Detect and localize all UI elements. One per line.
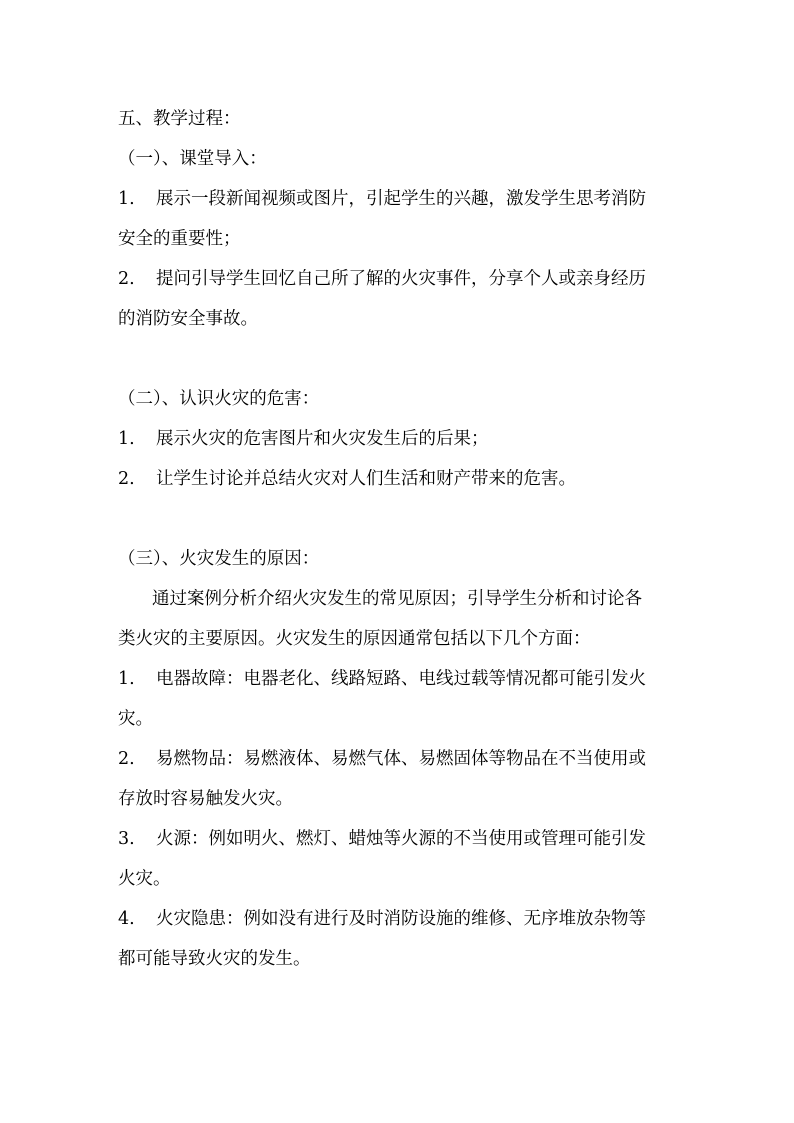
- section-1-item-1-cont: 安全的重要性；: [118, 229, 241, 249]
- section-1-item-2-cont: 的消防安全事故。: [118, 309, 258, 329]
- section-3-item-4-cont: 都可能导致火灾的发生。: [118, 949, 311, 969]
- item-text: 展示一段新闻视频或图片，引起学生的兴趣，激发学生思考消防: [156, 189, 646, 209]
- section-1-title: （一）、课堂导入：: [118, 149, 267, 169]
- item-number: 2.: [118, 749, 135, 769]
- item-number: 2.: [118, 269, 135, 289]
- section-2-item-2: [118, 462, 688, 496]
- section-3-item-3: [118, 822, 688, 856]
- item-text: 让学生讨论并总结火灾对人们生活和财产带来的危害。: [156, 469, 576, 489]
- section-1-item-1: [118, 182, 688, 216]
- section-3-item-2-cont: 存放时容易触发火灾。: [118, 789, 293, 809]
- item-text: 火源：例如明火、燃灯、蜡烛等火源的不当使用或管理可能引发: [156, 829, 646, 849]
- section-3-title: （三）、火灾发生的原因：: [118, 549, 320, 569]
- item-number: 4.: [118, 909, 135, 929]
- section-3-item-3-cont: 火灾。: [118, 869, 171, 889]
- section-3-item-2: [118, 742, 688, 776]
- item-text: 展示火灾的危害图片和火灾发生后的后果；: [156, 429, 489, 449]
- item-number: 1.: [118, 189, 135, 209]
- section-2-item-1: [118, 422, 688, 456]
- item-number: 1.: [118, 669, 135, 689]
- section-1-item-2: [118, 262, 688, 296]
- spacer: [118, 342, 688, 382]
- section-heading: 五、教学过程：: [118, 109, 241, 129]
- item-text: 电器故障：电器老化、线路短路、电线过载等情况都可能引发火: [156, 669, 646, 689]
- section-3-intro: 通过案例分析介绍火灾发生的常见原因；引导学生分析和讨论各: [152, 589, 642, 609]
- section-3-item-1: [118, 662, 688, 696]
- item-text: 火灾隐患：例如没有进行及时消防设施的维修、无序堆放杂物等: [156, 909, 646, 929]
- item-text: 提问引导学生回忆自己所了解的火灾事件，分享个人或亲身经历: [156, 269, 646, 289]
- section-2-title: （二）、认识火灾的危害：: [118, 389, 320, 409]
- document-content: [118, 102, 688, 982]
- section-3-item-4: [118, 902, 688, 936]
- item-number: 3.: [118, 829, 135, 849]
- item-number: 1.: [118, 429, 135, 449]
- section-3-intro-cont: 类火灾的主要原因。火灾发生的原因通常包括以下几个方面：: [118, 629, 591, 649]
- section-3-item-1-cont: 灾。: [118, 709, 153, 729]
- spacer: [118, 502, 688, 542]
- item-number: 2.: [118, 469, 135, 489]
- item-text: 易燃物品：易燃液体、易燃气体、易燃固体等物品在不当使用或: [156, 749, 646, 769]
